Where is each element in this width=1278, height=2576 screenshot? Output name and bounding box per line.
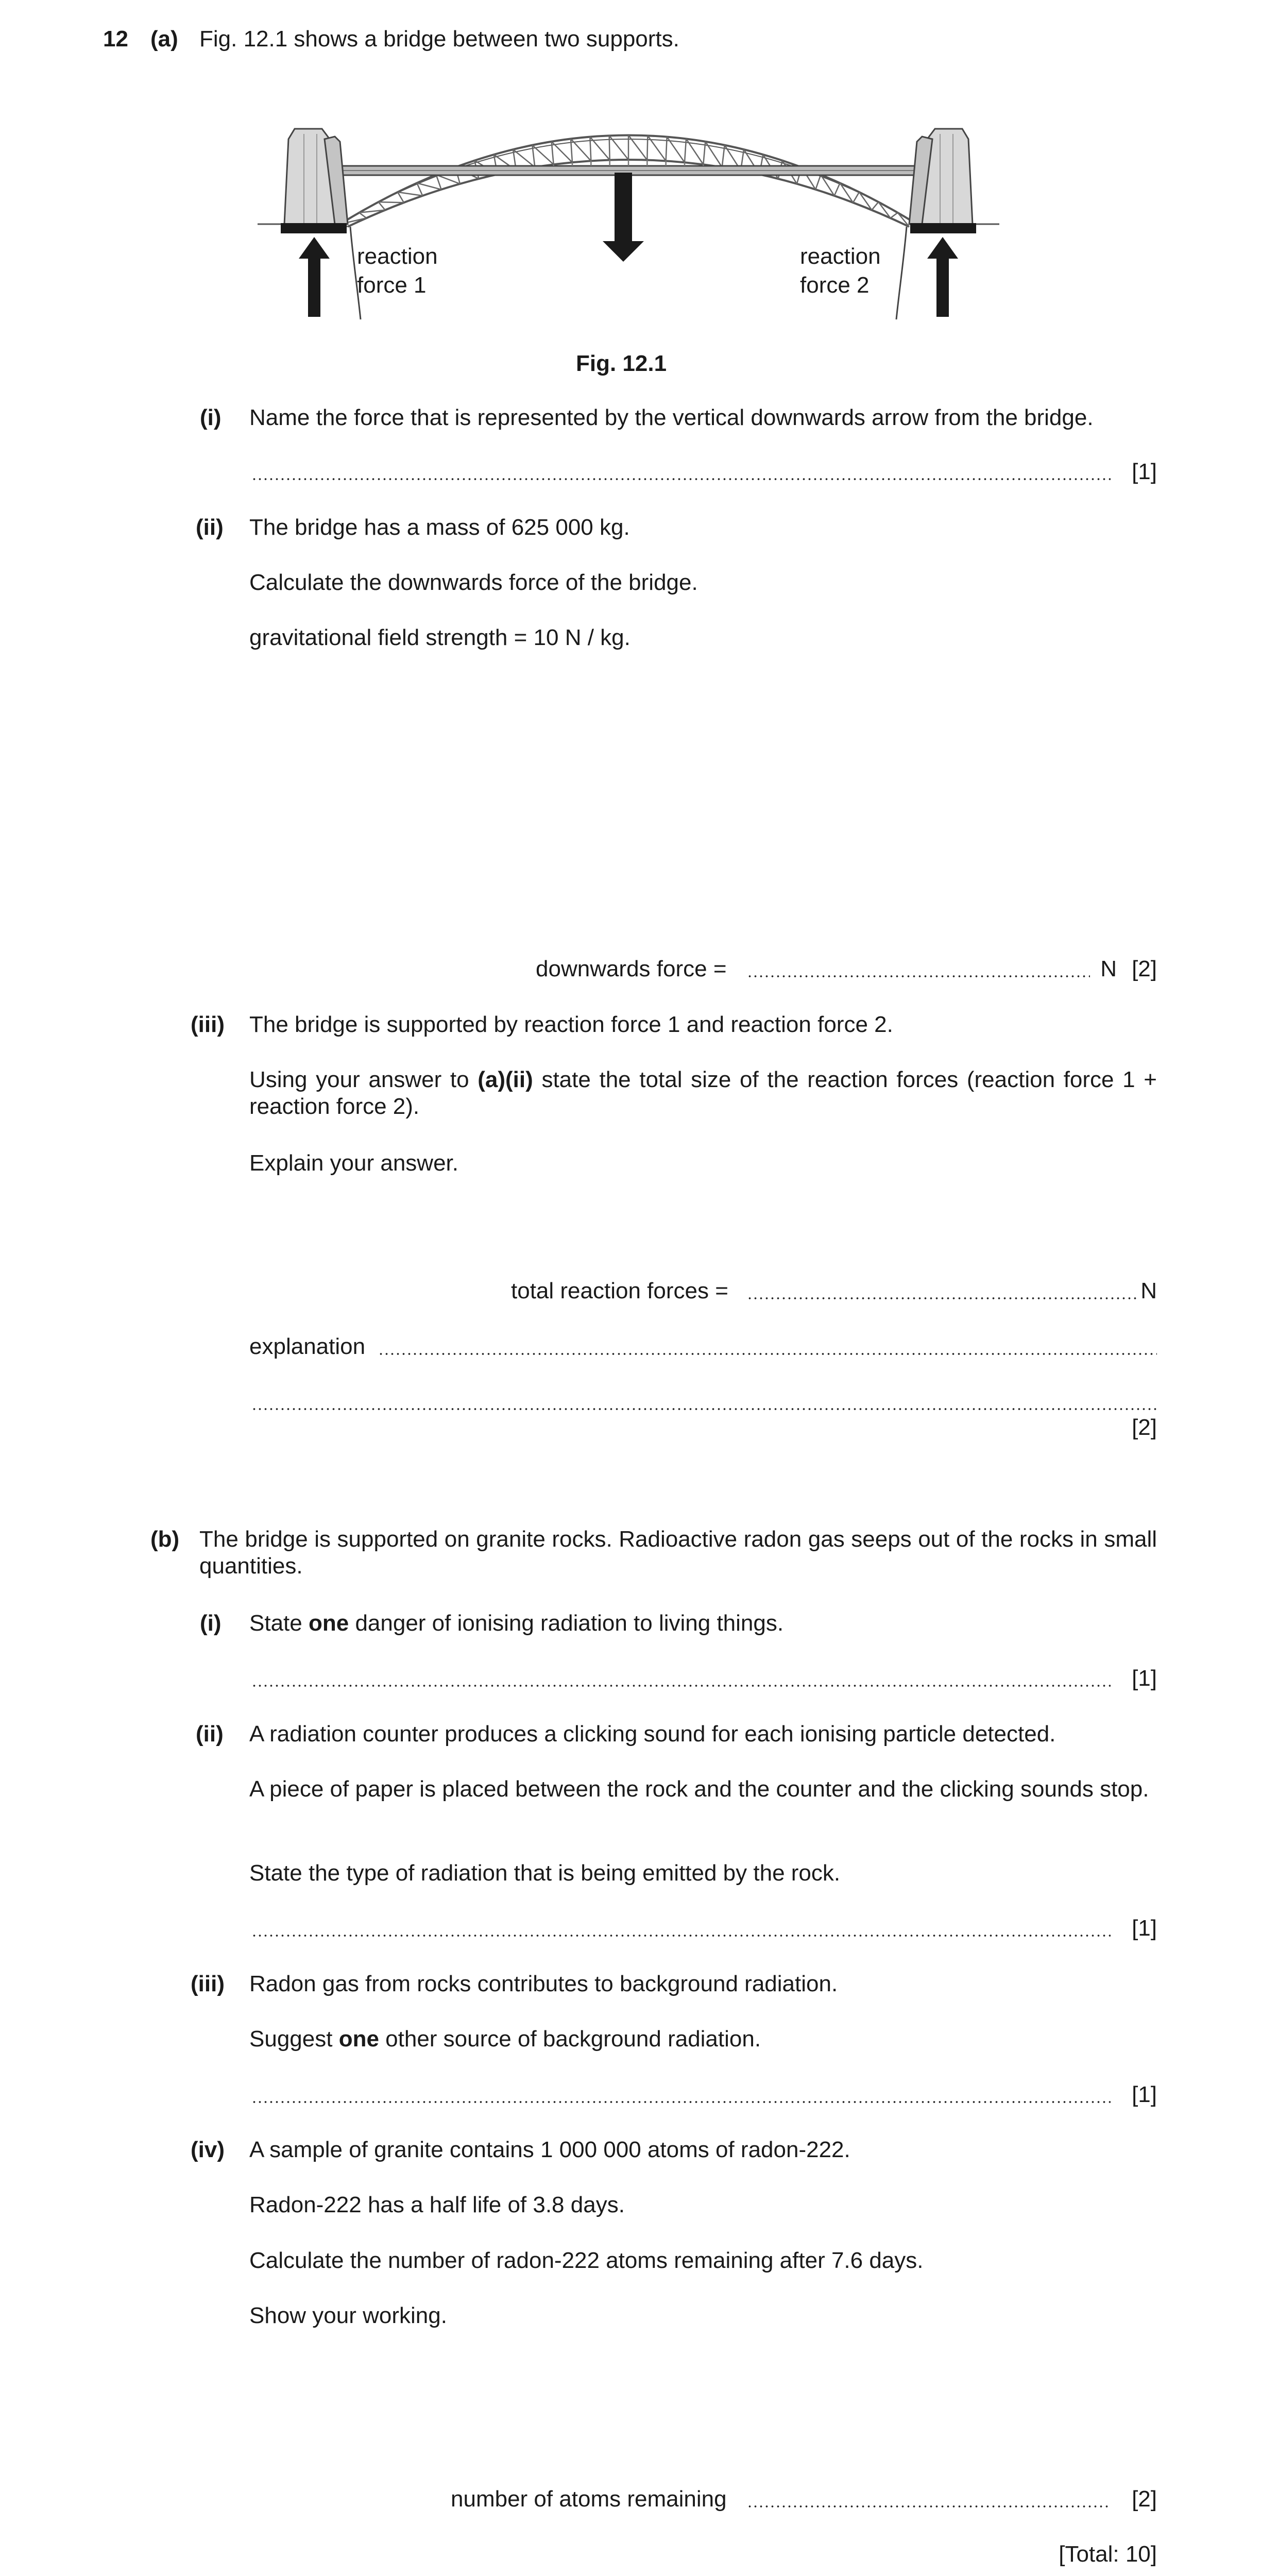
b-iii-answer-line[interactable]: [249, 2081, 1157, 2108]
b-iii-label: (iii): [191, 1971, 225, 1996]
a-ii-mark: [2]: [1132, 956, 1157, 981]
reaction-force-1-label-line2: force 1: [357, 273, 427, 298]
a-iii-answer-line[interactable]: [511, 1278, 1157, 1304]
b-iii-text-2: Suggest one other source of background radiation.: [249, 2026, 761, 2052]
truss-vertical: [815, 175, 821, 190]
b-i-question: State one danger of ionising radiation to living things.: [249, 1611, 784, 1636]
truss-vertical: [872, 202, 878, 210]
total-marks: [Total: 10]: [1059, 2541, 1157, 2567]
b-iv-answer-line[interactable]: [451, 2486, 1157, 2513]
part-b-intro: The bridge is supported on granite rocks. Radioactive radon gas seeps out of the rocks in small quantities.: [199, 1527, 1157, 1579]
a-i-answer-line[interactable]: [249, 459, 1157, 485]
a-i-label: (i): [200, 405, 221, 430]
figure-caption: Fig. 12.1: [576, 351, 667, 376]
part-a-label: (a): [150, 26, 178, 52]
b-ii-answer-line[interactable]: [249, 1915, 1157, 1942]
truss-vertical: [853, 192, 859, 202]
truss-diagonal: [417, 183, 441, 190]
b-ii-text-1: A radiation counter produces a clicking sound for each ionising particle detected.: [249, 1721, 1056, 1747]
part-b-label: (b): [150, 1527, 180, 1552]
b-ii-label: (ii): [196, 1721, 224, 1747]
a-ii-text-2: Calculate the downwards force of the bridge.: [249, 570, 698, 595]
reaction-force-2-label-line1: reaction: [800, 244, 881, 269]
a-ii-text-1: The bridge has a mass of 625 000 kg.: [249, 515, 630, 540]
a-iii-explanation-line-2[interactable]: [249, 1388, 1157, 1415]
truss-diagonal: [532, 145, 553, 165]
a-iii-reference: (a)(ii): [478, 1067, 533, 1092]
b-iv-text-3: Calculate the number of radon-222 atoms remaining after 7.6 days.: [249, 2248, 924, 2273]
a-iii-text-3: Explain your answer.: [249, 1150, 458, 1176]
b-iv-text-2: Radon-222 has a half life of 3.8 days.: [249, 2192, 625, 2217]
a-iii-mark: [2]: [1132, 1415, 1157, 1440]
reaction-force-1-label-line1: reaction: [357, 244, 438, 269]
b-iv-text-1: A sample of granite contains 1 000 000 atoms of radon-222.: [249, 2137, 850, 2162]
bridge-figure: [258, 77, 1010, 325]
b-iv-text-4: Show your working.: [249, 2303, 447, 2328]
b-iv-answer-label: number of atoms remaining: [451, 2486, 727, 2512]
left-support-base: [281, 223, 347, 233]
b-iv-label: (iv): [191, 2137, 225, 2162]
b-i-mark: [1]: [1132, 1666, 1157, 1691]
question-number: 12: [103, 26, 128, 52]
b-ii-text-3: State the type of radiation that is being emitted by the rock.: [249, 1860, 841, 1886]
truss-diagonal: [571, 139, 591, 161]
a-ii-text-3: gravitational field strength = 10 N / kg.: [249, 625, 631, 650]
truss-diagonal: [705, 142, 722, 167]
a-ii-label: (ii): [196, 515, 224, 540]
b-iii-mark: [1]: [1132, 2082, 1157, 2107]
a-iii-explanation-label: explanation: [249, 1334, 366, 1359]
right-abutment-outline: [896, 227, 907, 319]
a-i-mark: [1]: [1132, 459, 1157, 484]
a-iii-answer-label: total reaction forces =: [511, 1278, 728, 1303]
truss-diagonal: [667, 137, 685, 163]
truss-vertical: [891, 213, 898, 218]
b-iii-text-1: Radon gas from rocks contributes to background radiation.: [249, 1971, 838, 1996]
truss-vertical: [398, 192, 404, 202]
weight-arrow: [603, 173, 644, 262]
b-ii-mark: [1]: [1132, 1916, 1157, 1941]
reaction-force-2-label-line2: force 2: [800, 273, 870, 298]
left-pylon: [284, 129, 348, 224]
a-iii-unit: N: [1140, 1278, 1157, 1303]
a-ii-answer-line[interactable]: [536, 956, 1157, 982]
part-a-intro: Fig. 12.1 shows a bridge between two supports.: [199, 26, 679, 52]
b-i-label: (i): [200, 1611, 221, 1636]
a-iii-explanation-line-1[interactable]: [249, 1333, 1157, 1360]
truss-diagonal: [398, 192, 422, 196]
truss-diagonal: [686, 139, 703, 164]
a-ii-unit: N: [1100, 956, 1117, 981]
truss-diagonal: [436, 175, 460, 184]
truss-diagonal: [513, 149, 535, 167]
a-ii-answer-label: downwards force =: [536, 956, 727, 981]
reaction-arrow-1: [299, 237, 330, 317]
b-iv-mark: [2]: [1132, 2486, 1157, 2512]
right-pylon: [909, 129, 973, 224]
b-ii-text-2: A piece of paper is placed between the rock and the counter and the clicking sounds stop.: [249, 1776, 1149, 1802]
truss-vertical: [609, 135, 610, 160]
a-iii-label: (iii): [191, 1012, 225, 1037]
a-iii-text-1: The bridge is supported by reaction force 1 and reaction force 2.: [249, 1012, 893, 1037]
a-iii-text-2: Using your answer to (a)(ii) state the total size of the reaction forces (reaction force 1 + reaction force 2).: [249, 1067, 1157, 1119]
reaction-arrow-2: [927, 237, 958, 317]
truss-vertical: [834, 183, 840, 196]
right-support-base: [910, 223, 976, 233]
truss-diagonal: [552, 142, 572, 162]
truss-vertical: [379, 202, 385, 210]
truss-vertical: [359, 213, 366, 218]
a-i-question: Name the force that is represented by the vertical downwards arrow from the bridge.: [249, 405, 1094, 430]
b-i-answer-line[interactable]: [249, 1665, 1157, 1692]
